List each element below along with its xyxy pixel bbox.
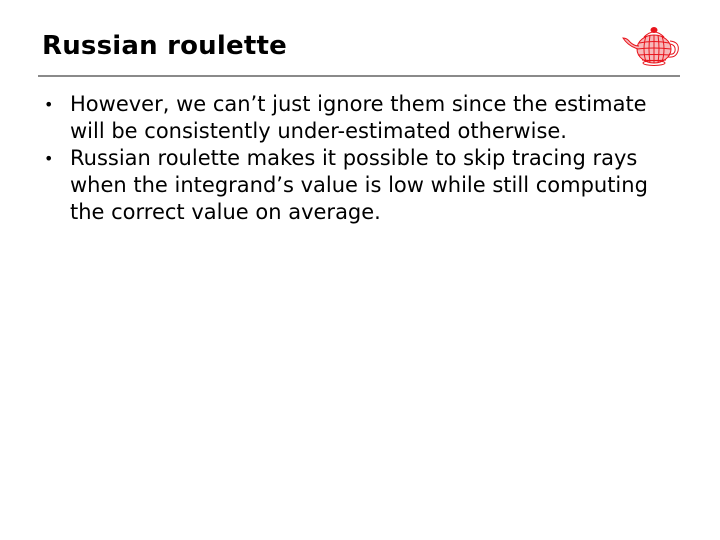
title-divider: [38, 75, 680, 77]
bullet-list: [44, 91, 664, 226]
slide-title: Russian roulette: [42, 31, 287, 61]
bullet-text: Russian roulette makes it possible to skip tracing rays when the integrand’s value is low while still computing the correct value on average.: [70, 146, 648, 224]
bullet-item: [44, 145, 664, 226]
bullet-text: However, we can’t just ignore them since the estimate will be consistently under-estimated otherwise.: [70, 92, 647, 143]
teapot-logo-icon: [620, 16, 682, 72]
bullet-marker: •: [44, 95, 54, 114]
bullet-marker: •: [44, 149, 54, 168]
bullet-item: [44, 91, 664, 145]
